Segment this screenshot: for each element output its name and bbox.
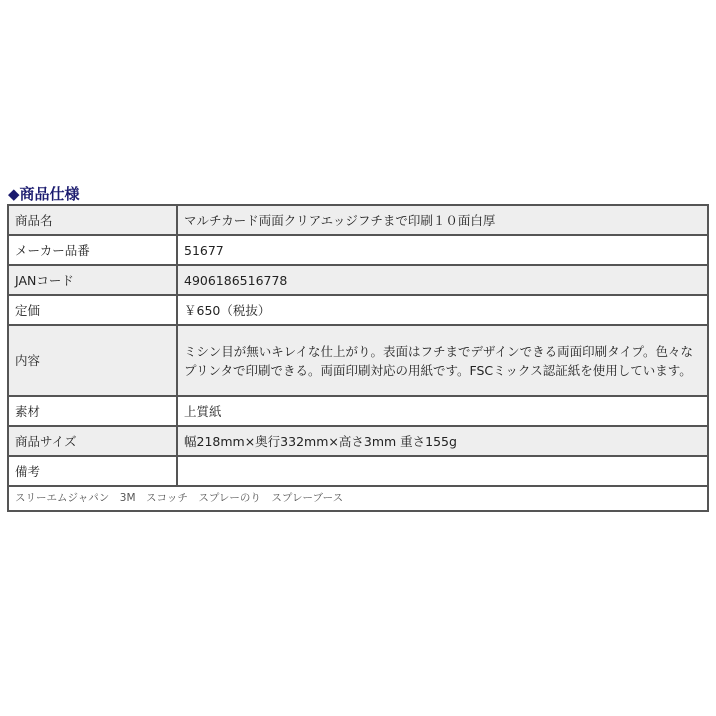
spec-table bbox=[7, 204, 709, 512]
table-row bbox=[8, 235, 708, 265]
table-row bbox=[8, 426, 708, 456]
row-label: 商品サイズ bbox=[8, 426, 177, 456]
table-row bbox=[8, 396, 708, 426]
table-row bbox=[8, 205, 708, 235]
row-label: 内容 bbox=[8, 325, 177, 396]
row-value: ミシン目が無いキレイな仕上がり。表面はフチまでデザインできる両面印刷タイプ。色々なプリンタで印刷できる。両面印刷対応の用紙です。FSCミックス認証紙を使用しています。 bbox=[177, 325, 708, 396]
keywords: スリーエムジャパン 3M スコッチ スプレーのり スプレーブース bbox=[8, 486, 708, 511]
row-label: 素材 bbox=[8, 396, 177, 426]
table-row bbox=[8, 265, 708, 295]
row-label: JANコード bbox=[8, 265, 177, 295]
row-label: メーカー品番 bbox=[8, 235, 177, 265]
row-label: 定価 bbox=[8, 295, 177, 325]
section-title: ◆商品仕様 bbox=[8, 185, 80, 203]
row-value: 幅218mm×奥行332mm×高さ3mm 重さ155g bbox=[177, 426, 708, 456]
row-value: マルチカード両面クリアエッジフチまで印刷１０面白厚 bbox=[177, 205, 708, 235]
table-row bbox=[8, 325, 708, 396]
row-value bbox=[177, 456, 708, 486]
row-label: 商品名 bbox=[8, 205, 177, 235]
row-label: 備考 bbox=[8, 456, 177, 486]
row-value: 51677 bbox=[177, 235, 708, 265]
row-value: ￥650（税抜） bbox=[177, 295, 708, 325]
table-row bbox=[8, 456, 708, 486]
row-value: 4906186516778 bbox=[177, 265, 708, 295]
row-value: 上質紙 bbox=[177, 396, 708, 426]
table-row bbox=[8, 295, 708, 325]
keywords-row bbox=[8, 486, 708, 511]
